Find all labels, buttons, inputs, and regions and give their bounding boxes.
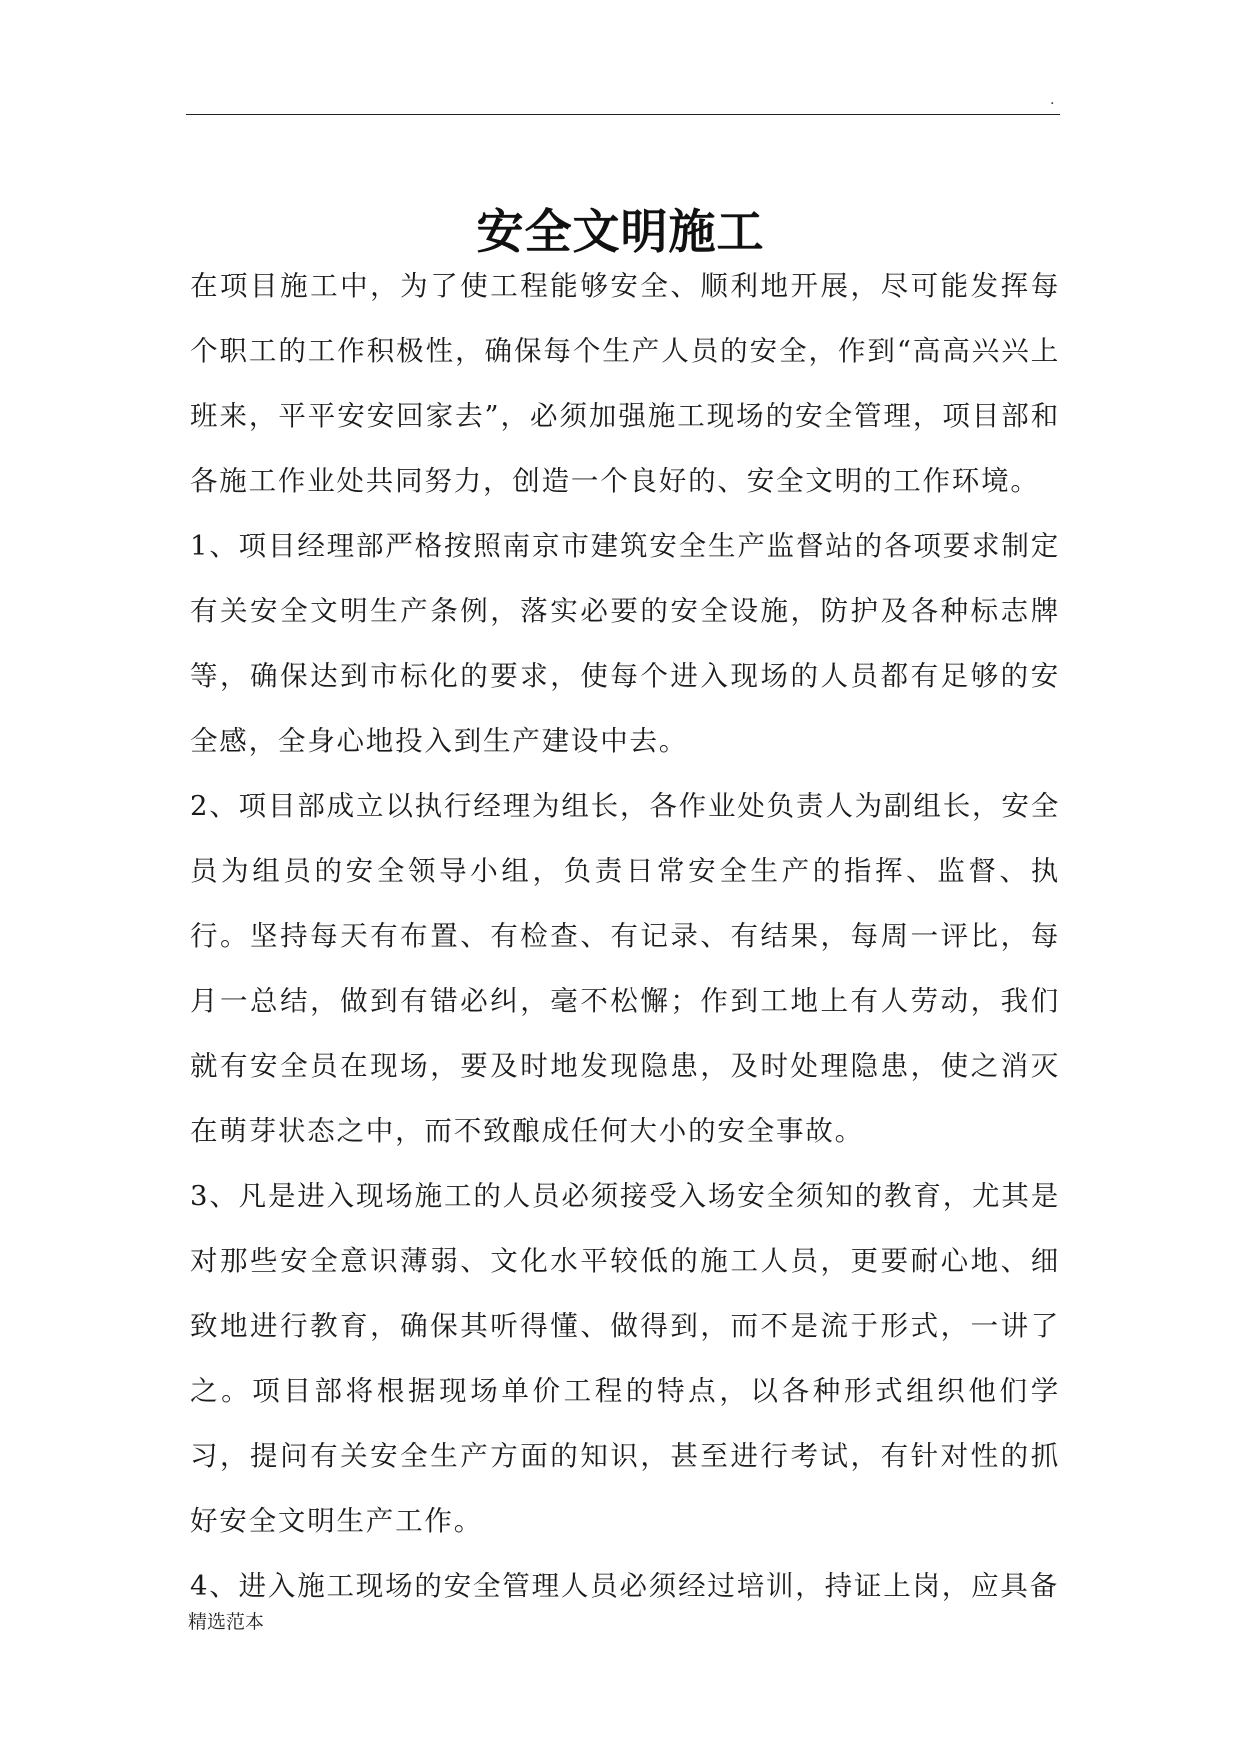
- header-rule: [186, 114, 1060, 115]
- header-mark: .: [1050, 92, 1055, 108]
- document-title: 安全文明施工: [476, 205, 765, 261]
- document-body: [190, 254, 1060, 1619]
- intro-paragraph: 在项目施工中，为了使工程能够安全、顺利地开展，尽可能发挥每个职工的工作积极性，确保每个生产人员的安全，作到“高高兴兴上班来，平平安安回家去”，必须加强施工现场的安全管理，项目部和各施工作业处共同努力，创造一个良好的、安全文明的工作环境。: [190, 270, 1060, 497]
- item-3-paragraph: 3、凡是进入现场施工的人员必须接受入场安全须知的教育，尤其是对那些安全意识薄弱、文化水平较低的施工人员，更要耐心地、细致地进行教育，确保其听得懂、做得到，而不是流于形式，一讲了之。项目部将根据现场单价工程的特点，以各种形式组织他们学习，提问有关安全生产方面的知识，甚至进行考试，有针对性的抓好安全文明生产工作。: [190, 1180, 1060, 1537]
- item-1-paragraph: 1、项目经理部严格按照南京市建筑安全生产监督站的各项要求制定有关安全文明生产条例，落实必要的安全设施，防护及各种标志牌等，确保达到市标化的要求，使每个进入现场的人员都有足够的安全感，全身心地投入到生产建设中去。: [190, 530, 1060, 757]
- item-2-paragraph: 2、项目部成立以执行经理为组长，各作业处负责人为副组长，安全员为组员的安全领导小组，负责日常安全生产的指挥、监督、执行。坚持每天有布置、有检查、有记录、有结果，每周一评比，每月一总结，做到有错必纠，毫不松懈；作到工地上有人劳动，我们就有安全员在现场，要及时地发现隐患，及时处理隐患，使之消灭在萌芽状态之中，而不致酿成任何大小的安全事故。: [190, 790, 1060, 1147]
- footer-label: 精选范本: [188, 1611, 265, 1633]
- item-4-paragraph: 4、进入施工现场的安全管理人员必须经过培训，持证上岗，应具备: [190, 1570, 1059, 1602]
